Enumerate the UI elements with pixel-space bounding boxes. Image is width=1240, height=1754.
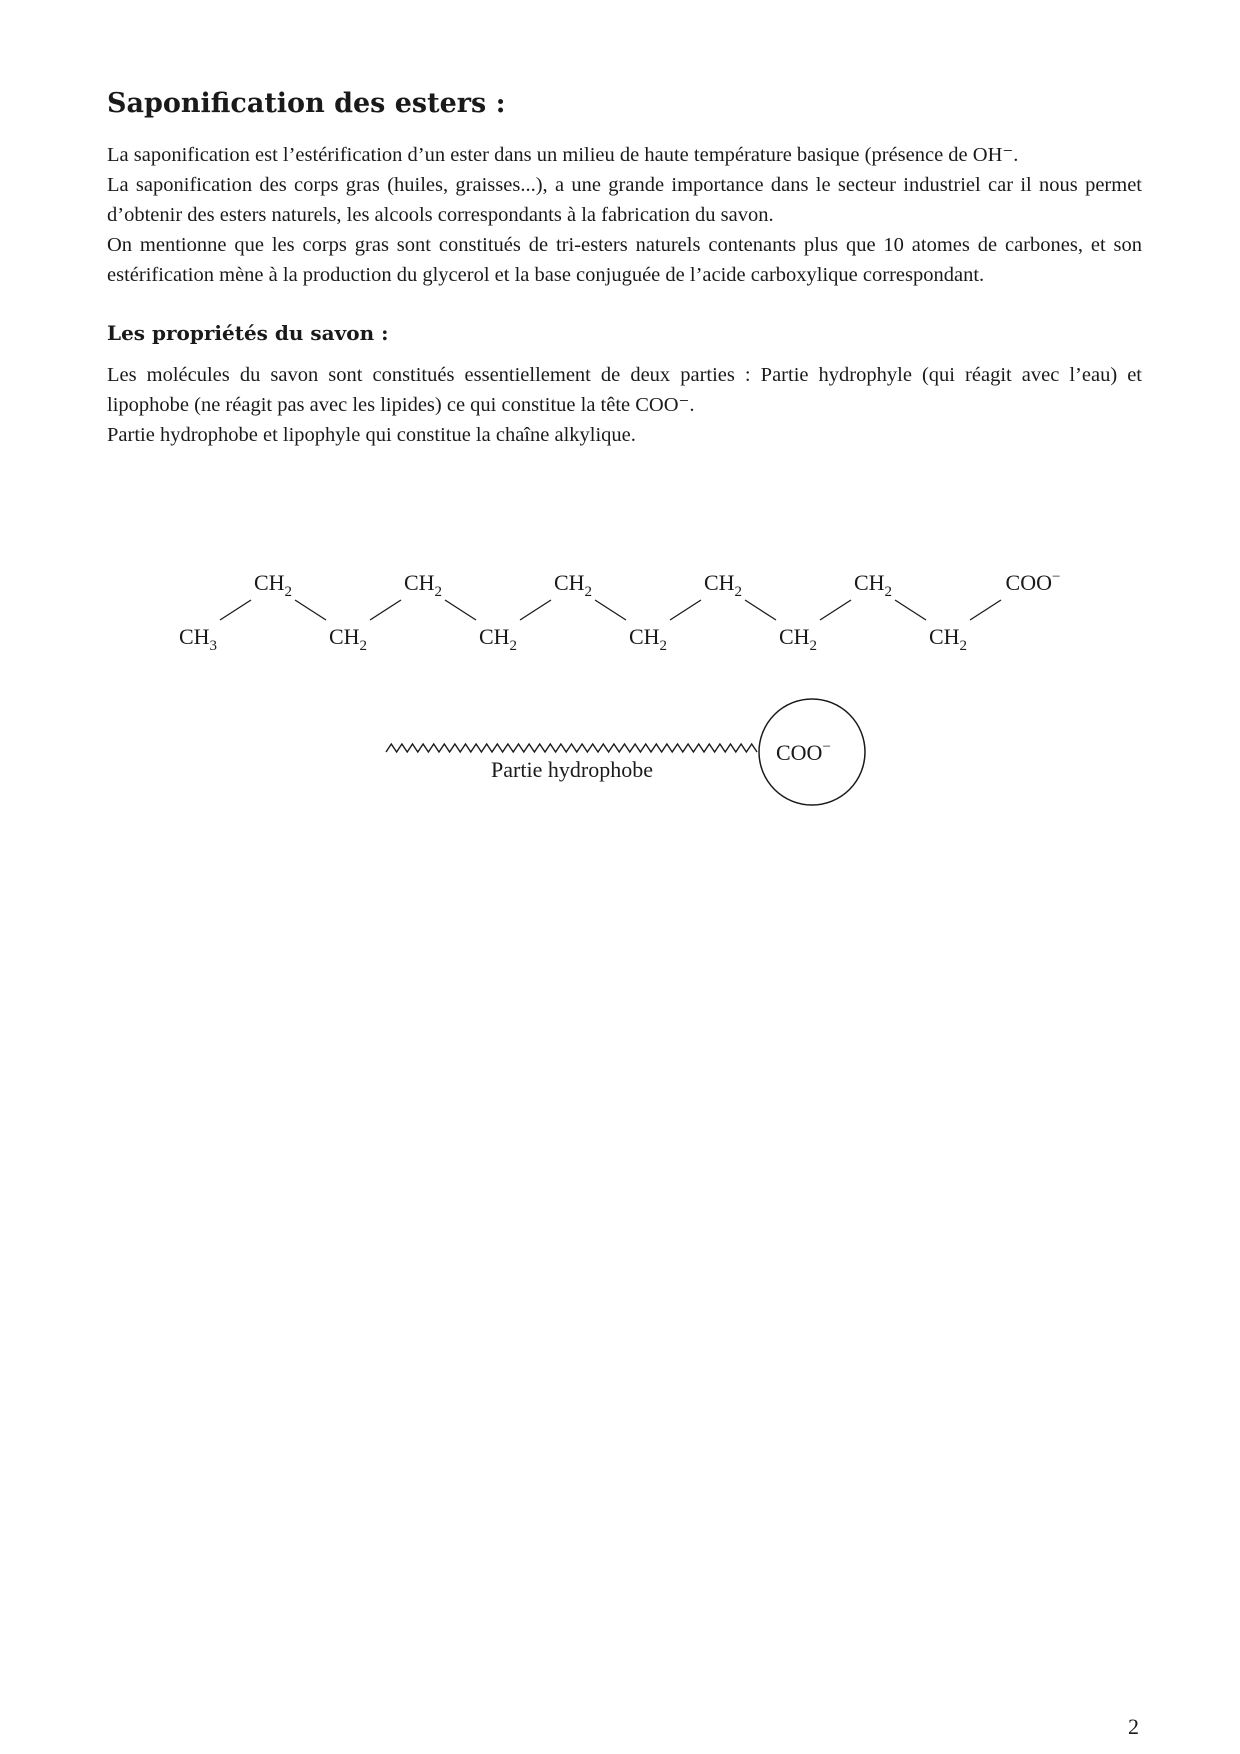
chain-bond: [595, 600, 626, 620]
hydrophobic-part-label: Partie hydrophobe: [491, 757, 653, 782]
chain-group-ch2: $CH_2$: [403, 570, 443, 600]
chain-formula: [179, 569, 1060, 654]
hydrophilic-head-label: COO−: [776, 739, 831, 765]
chain-group-ch2: $CH_2$: [253, 570, 293, 600]
chain-group-ch2: $CH_2$: [778, 624, 818, 654]
soap-molecule-schema: [386, 699, 865, 805]
section-title: Saponification des esters :: [107, 88, 506, 119]
chain-bond: [295, 600, 326, 620]
alkyl-chain-diagram: [0, 0, 1240, 820]
chain-bond: [970, 600, 1001, 620]
chain-group-ch2: $CH_2$: [853, 570, 893, 600]
chain-group-ch2: $CH_2$: [328, 624, 368, 654]
chain-group-coo: COO−: [1005, 569, 1061, 595]
chain-bond: [220, 600, 251, 620]
chain-bond: [745, 600, 776, 620]
paragraph-saponification-definition: La saponification est l’estérification d’un ester dans un milieu de haute température basique (présence de OH⁻.: [107, 144, 1019, 166]
chain-group-ch2: $CH_2$: [478, 624, 518, 654]
chain-group-ch2: $CH_2$: [553, 570, 593, 600]
chain-bond: [670, 600, 701, 620]
chain-group-ch2: $CH_2$: [928, 624, 968, 654]
chain-group-ch2: $CH_2$: [628, 624, 668, 654]
chain-bond: [820, 600, 851, 620]
paragraph-saponification-importance: La saponification des corps gras (huiles, graisses...), a une grande importance dans le secteur industriel car il nous permet d’obtenir des esters naturels, les alcools correspondants à la fabrication du savon.: [107, 174, 1142, 226]
chain-bond: [895, 600, 926, 620]
paragraph-soap-parts: Les molécules du savon sont constitués essentiellement de deux parties : Partie hydrophyle (qui réagit avec l’eau) et lipophobe (ne réagit pas avec les lipides) ce qui constitue la tête COO⁻.: [107, 364, 1142, 416]
subsection-title: Les propriétés du savon :: [107, 321, 389, 345]
chain-bond: [445, 600, 476, 620]
paragraph-corps-gras: On mentionne que les corps gras sont constitués de tri-esters naturels contenants plus que 10 atomes de carbones, et son estérification mène à la production du glycerol et la base conjuguée de l’acide carboxylique correspondant.: [107, 234, 1142, 286]
chain-group-ch2: $CH_2$: [703, 570, 743, 600]
page-number: 2: [1128, 1714, 1139, 1739]
chain-group-ch3: $CH_3$: [178, 624, 218, 654]
hydrophobic-tail-wavy-line: [386, 744, 757, 752]
paragraph-hydrophobe: Partie hydrophobe et lipophyle qui constitue la chaîne alkylique.: [107, 424, 636, 446]
chain-bond: [520, 600, 551, 620]
chain-bond: [370, 600, 401, 620]
